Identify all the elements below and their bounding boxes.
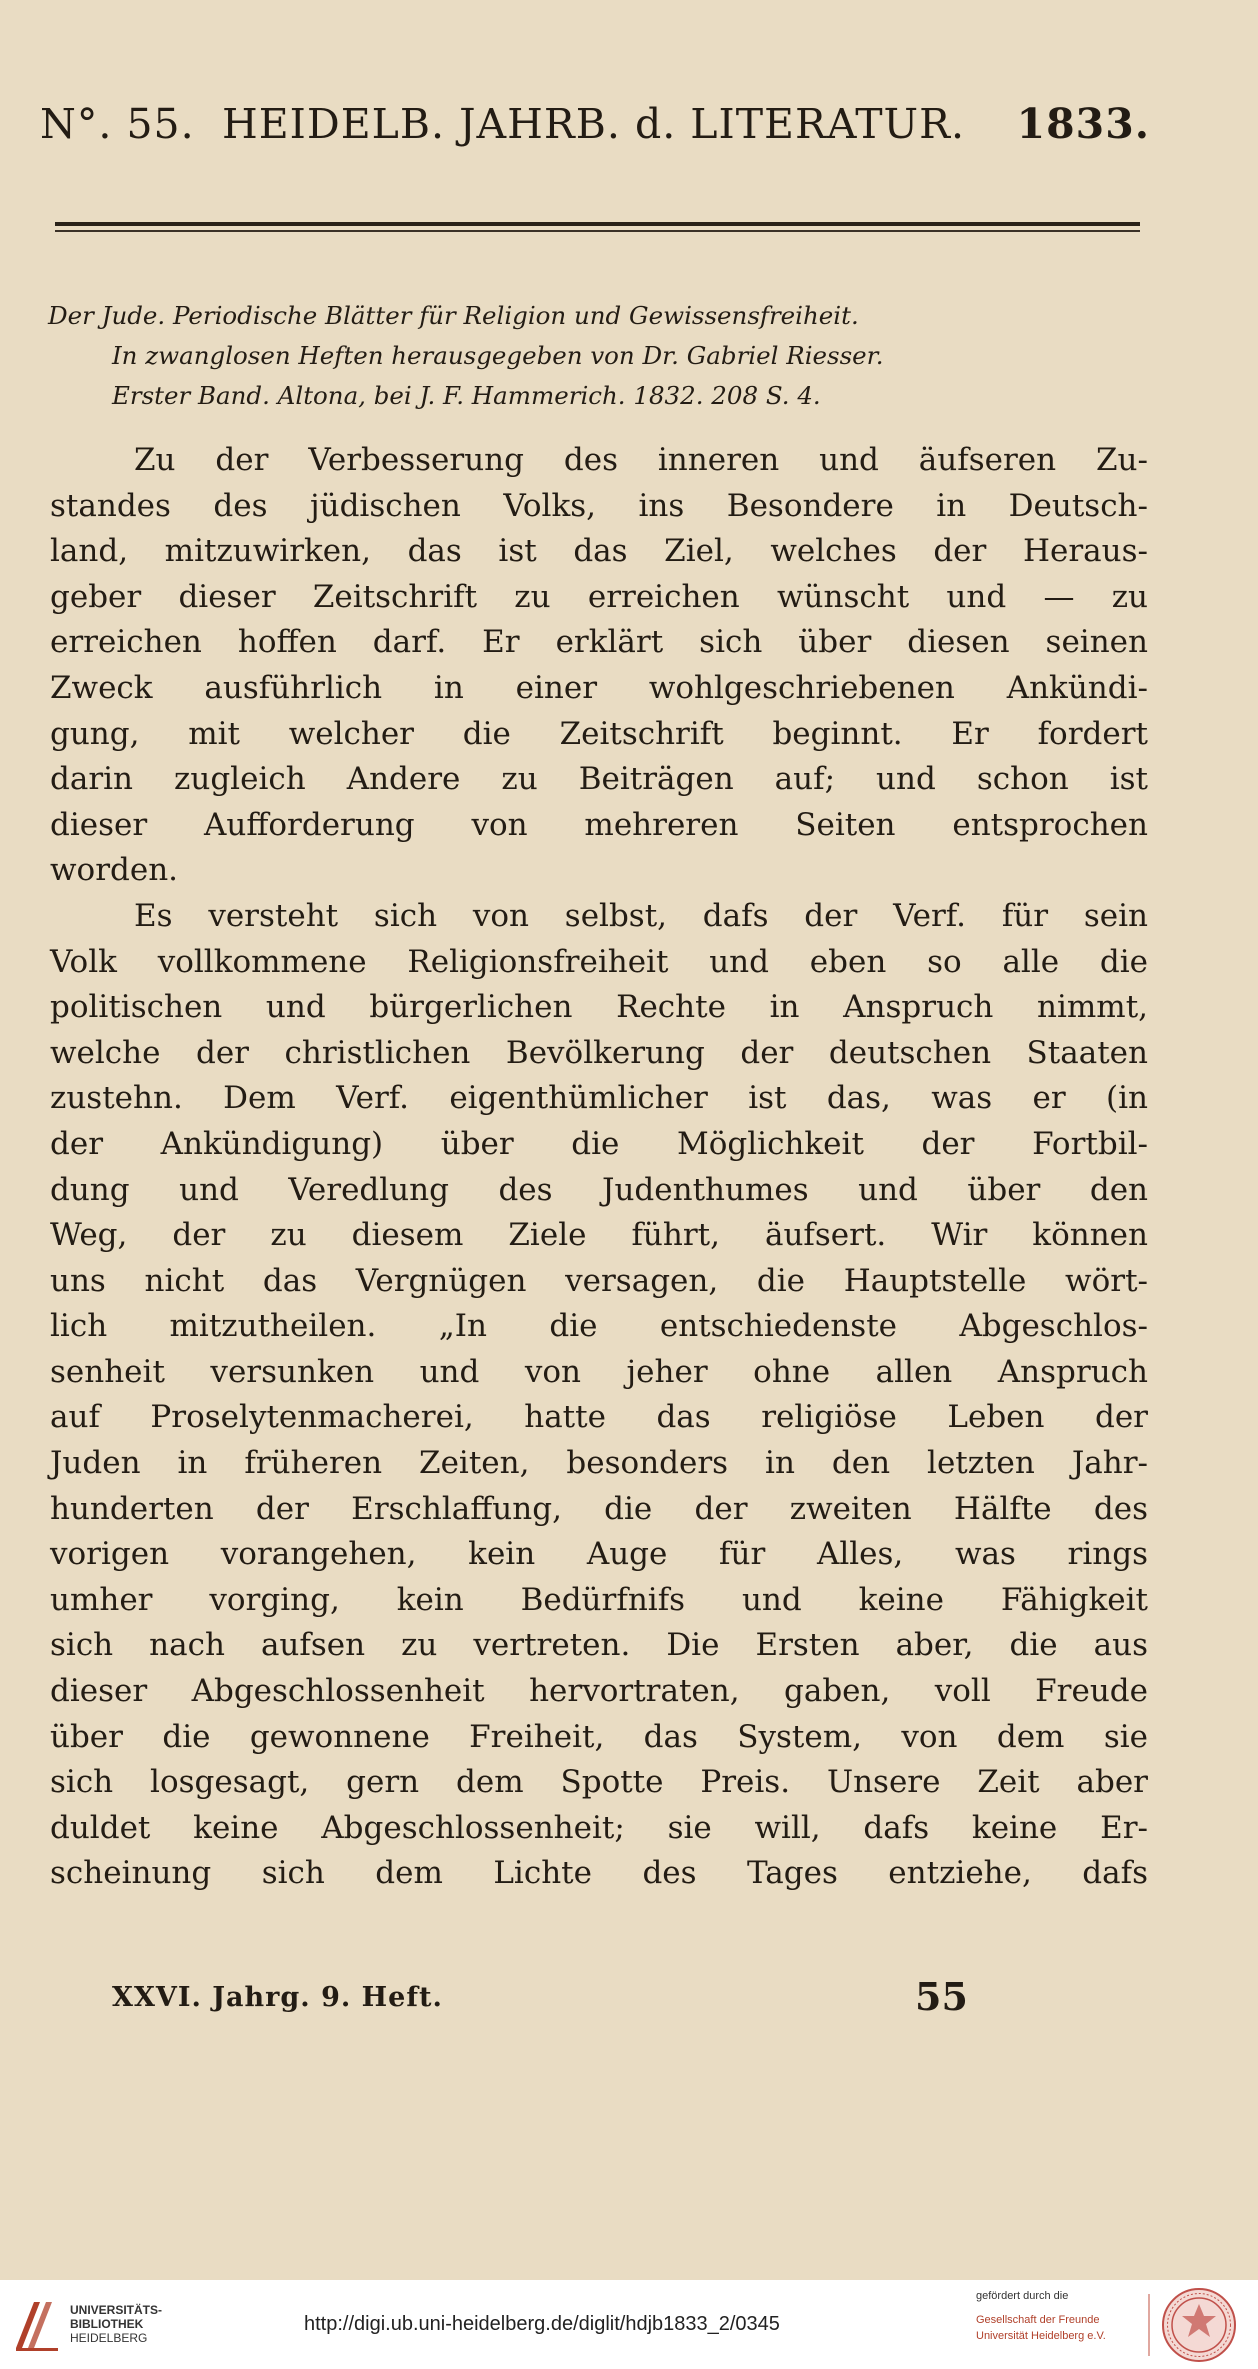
text-line: geber dieser Zeitschrift zu erreichen wünscht und — zu <box>50 578 1148 615</box>
biblio-line: Der Jude. Periodische Blätter für Religion und Gewissensfreiheit. <box>48 301 859 330</box>
text-line: erreichen hoffen darf. Er erklärt sich über diesen seinen <box>50 624 1148 661</box>
text-line: auf Proselytenmacherei, hatte das religiöse Leben der <box>50 1399 1148 1436</box>
text-line: duldet keine Abgeschlossenheit; sie will, dafs keine Er- <box>50 1809 1148 1846</box>
biblio-line: Erster Band. Altona, bei J. F. Hammerich. 1832. 208 S. 4. <box>112 381 821 410</box>
signature-mark: XXVI. Jahrg. 9. Heft. <box>112 1982 443 2013</box>
text-line: zustehn. Dem Verf. eigenthümlicher ist das, was er (in <box>50 1080 1148 1117</box>
text-line: dung und Veredlung des Judenthumes und über den <box>50 1171 1148 1208</box>
running-header <box>40 100 1150 160</box>
text-line: über die gewonnene Freiheit, das System, von dem sie <box>50 1718 1148 1755</box>
text-line: uns nicht das Vergnügen versagen, die Hauptstelle wört- <box>50 1262 1148 1299</box>
library-name-line: HEIDELBERG <box>70 2331 148 2345</box>
page-number: 55 <box>915 1974 968 2019</box>
university-seal-icon[interactable] <box>1160 2286 1238 2364</box>
sponsor-name-line: Universität Heidelberg e.V. <box>976 2330 1106 2342</box>
text-line: darin zugleich Andere zu Beiträgen auf; und schon ist <box>50 761 1148 798</box>
text-line: umher vorging, kein Bedürfnifs und keine Fähigkeit <box>50 1581 1148 1618</box>
text-line: hunderten der Erschlaffung, die der zweiten Hälfte des <box>50 1490 1148 1527</box>
journal-title: HEIDELB. JAHRB. d. LITERATUR. <box>222 100 966 148</box>
text-line: dieser Aufforderung von mehreren Seiten entsprochen <box>50 806 1148 843</box>
text-line: worden. <box>50 852 179 889</box>
header-rule-thin <box>55 230 1140 232</box>
bibliographic-entry <box>48 296 1148 416</box>
library-name-line: BIBLIOTHEK <box>70 2317 144 2331</box>
library-name <box>70 2303 162 2345</box>
text-line: politischen und bürgerlichen Rechte in Anspruch nimmt, <box>50 989 1148 1026</box>
text-line: Weg, der zu diesem Ziele führt, äufsert. Wir können <box>50 1217 1148 1254</box>
library-name-line: UNIVERSITÄTS- <box>70 2303 163 2317</box>
viewer-footer <box>0 2280 1258 2369</box>
text-line: Es versteht sich von selbst, dafs der Verf. für sein <box>134 897 1148 934</box>
text-line: land, mitzuwirken, das ist das Ziel, welches der Heraus- <box>50 533 1148 570</box>
text-line: Zu der Verbesserung des inneren und äufseren Zu- <box>134 442 1148 478</box>
text-line: sich losgesagt, gern dem Spotte Preis. Unsere Zeit aber <box>50 1764 1148 1801</box>
text-line: senheit versunken und von jeher ohne allen Anspruch <box>50 1353 1148 1390</box>
journal-year: 1833. <box>1016 100 1150 148</box>
sponsor-intro: gefördert durch die <box>976 2290 1069 2302</box>
text-line: Juden in früheren Zeiten, besonders in den letzten Jahr- <box>50 1445 1148 1482</box>
header-rule-thick <box>55 222 1140 226</box>
footer-divider <box>1148 2294 1150 2356</box>
sponsor-name-line: Gesellschaft der Freunde <box>976 2314 1100 2326</box>
text-line: der Ankündigung) über die Möglichkeit der Fortbil- <box>50 1125 1148 1162</box>
biblio-line: In zwanglosen Heften herausgegeben von Dr. Gabriel Riesser. <box>112 341 884 370</box>
text-line: scheinung sich dem Lichte des Tages entziehe, dafs <box>50 1855 1148 1892</box>
library-logo-icon[interactable] <box>12 2296 62 2352</box>
permalink-url[interactable]: http://digi.ub.uni-heidelberg.de/diglit/hdjb1833_2/0345 <box>304 2313 780 2335</box>
text-line: gung, mit welcher die Zeitschrift beginnt. Er fordert <box>50 715 1148 752</box>
text-line: lich mitzutheilen. „In die entschiedenste Abgeschlos- <box>50 1308 1148 1345</box>
text-line: welche der christlichen Bevölkerung der deutschen Staaten <box>50 1034 1148 1071</box>
issue-number: N°. 55. <box>40 100 195 148</box>
sponsor-credit <box>976 2288 1146 2344</box>
text-line: standes des jüdischen Volks, ins Besondere in Deutsch- <box>50 487 1148 524</box>
body-text <box>50 438 1148 1897</box>
text-line: vorigen vorangehen, kein Auge für Alles, was rings <box>50 1536 1148 1573</box>
text-line: Zweck ausführlich in einer wohlgeschriebenen Ankündi- <box>50 669 1148 706</box>
text-line: dieser Abgeschlossenheit hervortraten, gaben, voll Freude <box>50 1673 1148 1710</box>
text-line: Volk vollkommene Religionsfreiheit und eben so alle die <box>50 943 1148 980</box>
text-line: sich nach aufsen zu vertreten. Die Ersten aber, die aus <box>50 1627 1148 1664</box>
